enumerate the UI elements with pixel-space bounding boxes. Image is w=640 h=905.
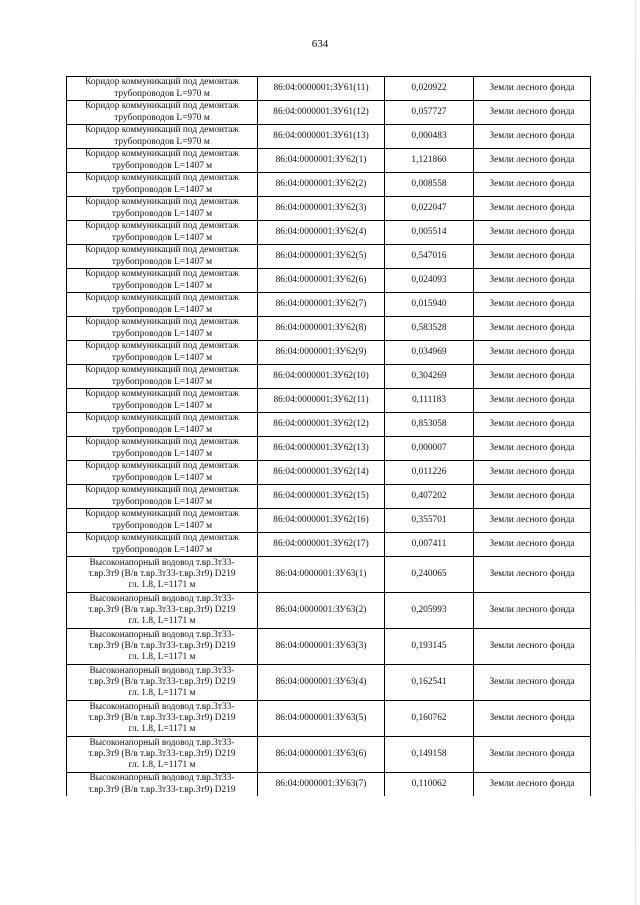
area-value-cell: 0,022047 (385, 197, 474, 221)
object-description-cell (67, 437, 258, 461)
description-line: трубопроводов L=1407 м (111, 472, 213, 483)
area-value-cell: 0,304269 (385, 365, 474, 389)
description-line: Коридор коммуникаций под демонтаж (85, 125, 239, 135)
cadastral-number-cell: 86:04:0000001:ЗУ63(5) (258, 701, 385, 737)
description-line: трубопроводов L=970 м (114, 88, 210, 99)
land-category-cell: Земли лесного фонда (474, 593, 591, 629)
land-category-cell: Земли лесного фонда (474, 77, 591, 101)
object-description-cell (67, 389, 258, 413)
cadastral-number-cell: 86:04:0000001:ЗУ62(14) (258, 461, 385, 485)
description-line: Высоконапорный водовод т.вр.3т33- (89, 773, 235, 783)
table-row (67, 737, 591, 773)
table-row (67, 269, 591, 293)
cadastral-number-cell: 86:04:0000001:ЗУ61(13) (258, 125, 385, 149)
land-category-cell: Земли лесного фонда (474, 629, 591, 665)
description-line: Коридор коммуникаций под демонтаж (85, 365, 239, 375)
area-value-cell: 0,008558 (385, 173, 474, 197)
area-value-cell: 0,020922 (385, 77, 474, 101)
land-category-cell: Земли лесного фонда (474, 773, 591, 797)
table-row (67, 197, 591, 221)
description-line: Коридор коммуникаций под демонтаж (85, 149, 239, 159)
area-value-cell: 0,034969 (385, 341, 474, 365)
description-line: Высоконапорный водовод т.вр.3т33- (89, 738, 235, 748)
land-category-cell: Земли лесного фонда (474, 665, 591, 701)
description-line: Высоконапорный водовод т.вр.3т33- (89, 630, 235, 640)
land-plot-table (66, 76, 591, 796)
description-line: Коридор коммуникаций под демонтаж (85, 77, 239, 87)
land-category-cell: Земли лесного фонда (474, 365, 591, 389)
land-category-cell: Земли лесного фонда (474, 701, 591, 737)
cadastral-number-cell: 86:04:0000001:ЗУ62(7) (258, 293, 385, 317)
land-category-cell: Земли лесного фонда (474, 413, 591, 437)
table-row (67, 149, 591, 173)
cadastral-number-cell: 86:04:0000001:ЗУ63(6) (258, 737, 385, 773)
land-plot-table-body (67, 77, 591, 797)
land-category-cell: Земли лесного фонда (474, 293, 591, 317)
cadastral-number-cell: 86:04:0000001:ЗУ63(7) (258, 773, 385, 797)
area-value-cell: 0,240065 (385, 557, 474, 593)
area-value-cell: 0,000007 (385, 437, 474, 461)
description-line: Высоконапорный водовод т.вр.3т33- (89, 702, 235, 712)
table-row (67, 773, 591, 797)
object-description-cell (67, 509, 258, 533)
cadastral-number-cell: 86:04:0000001:ЗУ62(5) (258, 245, 385, 269)
table-row (67, 101, 591, 125)
description-line: гл. 1.8, L=1171 м (128, 724, 196, 734)
description-line: Коридор коммуникаций под демонтаж (85, 461, 239, 471)
object-description-cell (67, 629, 258, 665)
object-description-cell (67, 77, 258, 101)
table-row (67, 437, 591, 461)
description-line: трубопроводов L=1407 м (111, 448, 213, 459)
description-line: трубопроводов L=970 м (114, 136, 210, 147)
table-row (67, 317, 591, 341)
description-line: гл. 1.8, L=1171 м (128, 652, 196, 662)
area-value-cell: 0,160762 (385, 701, 474, 737)
land-category-cell: Земли лесного фонда (474, 101, 591, 125)
description-line: Коридор коммуникаций под демонтаж (85, 437, 239, 447)
description-line: гл. 1.8, L=1171 м (128, 760, 196, 770)
table-row (67, 293, 591, 317)
cadastral-number-cell: 86:04:0000001:ЗУ62(12) (258, 413, 385, 437)
cadastral-number-cell: 86:04:0000001:ЗУ62(6) (258, 269, 385, 293)
object-description-cell (67, 461, 258, 485)
table-row (67, 461, 591, 485)
area-value-cell: 0,149158 (385, 737, 474, 773)
table-row (67, 125, 591, 149)
object-description-cell (67, 701, 258, 737)
object-description-cell (67, 737, 258, 773)
object-description-cell (67, 245, 258, 269)
description-line: Коридор коммуникаций под демонтаж (85, 389, 239, 399)
description-line: Коридор коммуникаций под демонтаж (85, 341, 239, 351)
area-value-cell: 0,547016 (385, 245, 474, 269)
description-line: трубопроводов L=1407 м (111, 352, 213, 363)
description-line: Коридор коммуникаций под демонтаж (85, 197, 239, 207)
land-category-cell: Земли лесного фонда (474, 533, 591, 557)
description-line: Высоконапорный водовод т.вр.3т33- (89, 666, 235, 676)
area-value-cell: 0,583528 (385, 317, 474, 341)
land-category-cell: Земли лесного фонда (474, 221, 591, 245)
description-line: Коридор коммуникаций под демонтаж (85, 245, 239, 255)
table-row (67, 509, 591, 533)
description-line: трубопроводов L=1407 м (111, 232, 213, 243)
area-value-cell: 0,407202 (385, 485, 474, 509)
object-description-cell (67, 317, 258, 341)
cadastral-number-cell: 86:04:0000001:ЗУ62(2) (258, 173, 385, 197)
description-line: трубопроводов L=1407 м (111, 184, 213, 195)
object-description-cell (67, 197, 258, 221)
description-line: трубопроводов L=1407 м (111, 496, 213, 507)
cadastral-number-cell: 86:04:0000001:ЗУ62(17) (258, 533, 385, 557)
cadastral-number-cell: 86:04:0000001:ЗУ62(11) (258, 389, 385, 413)
land-category-cell: Земли лесного фонда (474, 557, 591, 593)
area-value-cell: 0,000483 (385, 125, 474, 149)
description-line: Коридор коммуникаций под демонтаж (85, 533, 239, 543)
page-number: 634 (311, 38, 329, 50)
description-line: т.вр.3т9 (В/в т.вр.3т33-т.вр.3т9) D219 (88, 749, 236, 759)
description-line: т.вр.3т9 (В/в т.вр.3т33-т.вр.3т9) D219 (88, 569, 236, 579)
description-line: Высоконапорный водовод т.вр.3т33- (89, 558, 235, 568)
cadastral-number-cell: 86:04:0000001:ЗУ62(8) (258, 317, 385, 341)
area-value-cell: 1,121860 (385, 149, 474, 173)
area-value-cell: 0,193145 (385, 629, 474, 665)
description-line: трубопроводов L=970 м (114, 112, 210, 123)
land-category-cell: Земли лесного фонда (474, 485, 591, 509)
object-description-cell (67, 125, 258, 149)
description-line: Коридор коммуникаций под демонтаж (85, 509, 239, 519)
description-line: гл. 1.8, L=1171 м (128, 580, 196, 590)
object-description-cell (67, 149, 258, 173)
cadastral-number-cell: 86:04:0000001:ЗУ62(1) (258, 149, 385, 173)
land-category-cell: Земли лесного фонда (474, 461, 591, 485)
object-description-cell (67, 533, 258, 557)
land-category-cell: Земли лесного фонда (474, 317, 591, 341)
object-description-cell (67, 413, 258, 437)
description-line: трубопроводов L=1407 м (111, 544, 213, 555)
cadastral-number-cell: 86:04:0000001:ЗУ63(1) (258, 557, 385, 593)
table-row (67, 485, 591, 509)
table-row (67, 701, 591, 737)
area-value-cell: 0,355701 (385, 509, 474, 533)
land-category-cell: Земли лесного фонда (474, 245, 591, 269)
area-value-cell: 0,110062 (385, 773, 474, 797)
table-row (67, 77, 591, 101)
description-line: трубопроводов L=1407 м (111, 328, 213, 339)
area-value-cell: 0,057727 (385, 101, 474, 125)
land-category-cell: Земли лесного фонда (474, 125, 591, 149)
object-description-cell (67, 773, 258, 797)
object-description-cell (67, 485, 258, 509)
table-row (67, 221, 591, 245)
table-row (67, 365, 591, 389)
table-row (67, 557, 591, 593)
land-category-cell: Земли лесного фонда (474, 389, 591, 413)
description-line: гл. 1.8, L=1171 м (128, 688, 196, 698)
land-category-cell: Земли лесного фонда (474, 149, 591, 173)
description-line: трубопроводов L=1407 м (111, 160, 213, 171)
cadastral-number-cell: 86:04:0000001:ЗУ62(15) (258, 485, 385, 509)
description-line: т.вр.3т9 (В/в т.вр.3т33-т.вр.3т9) D219 (88, 784, 236, 795)
object-description-cell (67, 593, 258, 629)
area-value-cell: 0,853058 (385, 413, 474, 437)
table-row (67, 593, 591, 629)
object-description-cell (67, 173, 258, 197)
cadastral-number-cell: 86:04:0000001:ЗУ63(4) (258, 665, 385, 701)
object-description-cell (67, 557, 258, 593)
object-description-cell (67, 221, 258, 245)
area-value-cell: 0,015940 (385, 293, 474, 317)
area-value-cell: 0,024093 (385, 269, 474, 293)
description-line: трубопроводов L=1407 м (111, 280, 213, 291)
description-line: Коридор коммуникаций под демонтаж (85, 293, 239, 303)
description-line: трубопроводов L=1407 м (111, 208, 213, 219)
table-row (67, 533, 591, 557)
description-line: т.вр.3т9 (В/в т.вр.3т33-т.вр.3т9) D219 (88, 641, 236, 651)
area-value-cell: 0,007411 (385, 533, 474, 557)
cadastral-number-cell: 86:04:0000001:ЗУ62(9) (258, 341, 385, 365)
description-line: трубопроводов L=1407 м (111, 520, 213, 531)
object-description-cell (67, 293, 258, 317)
land-category-cell: Земли лесного фонда (474, 509, 591, 533)
description-line: трубопроводов L=1407 м (111, 256, 213, 267)
cadastral-number-cell: 86:04:0000001:ЗУ63(2) (258, 593, 385, 629)
cadastral-number-cell: 86:04:0000001:ЗУ62(13) (258, 437, 385, 461)
land-category-cell: Земли лесного фонда (474, 437, 591, 461)
cadastral-number-cell: 86:04:0000001:ЗУ62(3) (258, 197, 385, 221)
land-category-cell: Земли лесного фонда (474, 737, 591, 773)
area-value-cell: 0,011226 (385, 461, 474, 485)
table-row (67, 341, 591, 365)
area-value-cell: 0,005514 (385, 221, 474, 245)
description-line: Коридор коммуникаций под демонтаж (85, 413, 239, 423)
cadastral-number-cell: 86:04:0000001:ЗУ61(11) (258, 77, 385, 101)
land-category-cell: Земли лесного фонда (474, 269, 591, 293)
object-description-cell (67, 365, 258, 389)
table-row (67, 245, 591, 269)
table-row (67, 629, 591, 665)
cadastral-number-cell: 86:04:0000001:ЗУ62(10) (258, 365, 385, 389)
area-value-cell: 0,162541 (385, 665, 474, 701)
description-line: Коридор коммуникаций под демонтаж (85, 269, 239, 279)
description-line: трубопроводов L=1407 м (111, 376, 213, 387)
cadastral-number-cell: 86:04:0000001:ЗУ62(4) (258, 221, 385, 245)
land-category-cell: Земли лесного фонда (474, 341, 591, 365)
description-line: Высоконапорный водовод т.вр.3т33- (89, 594, 235, 604)
description-line: Коридор коммуникаций под демонтаж (85, 485, 239, 495)
land-category-cell: Земли лесного фонда (474, 197, 591, 221)
table-row (67, 665, 591, 701)
object-description-cell (67, 341, 258, 365)
object-description-cell (67, 665, 258, 701)
description-line: Коридор коммуникаций под демонтаж (85, 173, 239, 183)
cadastral-number-cell: 86:04:0000001:ЗУ62(16) (258, 509, 385, 533)
table-row (67, 389, 591, 413)
description-line: т.вр.3т9 (В/в т.вр.3т33-т.вр.3т9) D219 (88, 713, 236, 723)
description-line: трубопроводов L=1407 м (111, 304, 213, 315)
description-line: Коридор коммуникаций под демонтаж (85, 221, 239, 231)
land-category-cell: Земли лесного фонда (474, 173, 591, 197)
cadastral-number-cell: 86:04:0000001:ЗУ61(12) (258, 101, 385, 125)
description-line: Коридор коммуникаций под демонтаж (85, 101, 239, 111)
object-description-cell (67, 101, 258, 125)
table-row (67, 173, 591, 197)
area-value-cell: 0,205993 (385, 593, 474, 629)
table-row (67, 413, 591, 437)
cadastral-number-cell: 86:04:0000001:ЗУ63(3) (258, 629, 385, 665)
description-line: трубопроводов L=1407 м (111, 424, 213, 435)
description-line: Коридор коммуникаций под демонтаж (85, 317, 239, 327)
description-line: т.вр.3т9 (В/в т.вр.3т33-т.вр.3т9) D219 (88, 605, 236, 615)
object-description-cell (67, 269, 258, 293)
description-line: гл. 1.8, L=1171 м (128, 616, 196, 626)
description-line: трубопроводов L=1407 м (111, 400, 213, 411)
scan-edge (635, 0, 636, 905)
description-line: т.вр.3т9 (В/в т.вр.3т33-т.вр.3т9) D219 (88, 677, 236, 687)
area-value-cell: 0,111183 (385, 389, 474, 413)
